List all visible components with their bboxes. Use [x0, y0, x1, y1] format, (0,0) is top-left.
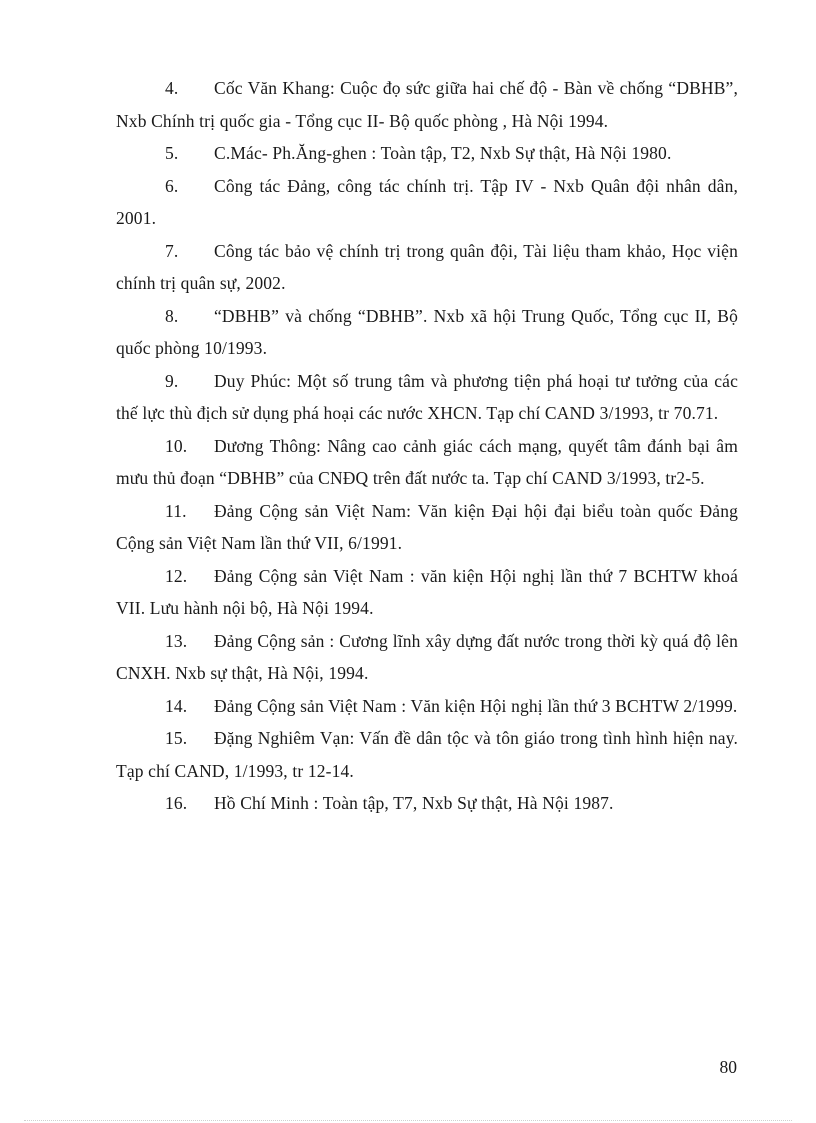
reference-text: Đặng Nghiêm Vạn: Vấn đề dân tộc và tôn giáo trong tình hình hiện nay. Tạp chí CAND, 1/1993, tr 12-14.: [116, 728, 738, 781]
reference-number: 4.: [165, 78, 179, 98]
reference-text: Hồ Chí Minh : Toàn tập, T7, Nxb Sự thật, Hà Nội 1987.: [214, 793, 614, 813]
reference-text: Đảng Cộng sản : Cương lĩnh xây dựng đất nước trong thời kỳ quá độ lên CNXH. Nxb sự thật, Hà Nội, 1994.: [116, 630, 738, 683]
reference-item: [116, 170, 738, 235]
reference-text: Cốc Văn Khang: Cuộc đọ sức giữa hai chế độ - Bàn về chống “DBHB”, Nxb Chính trị quốc gia - Tổng cục II- Bộ quốc phòng , Hà Nội 1994.: [116, 78, 738, 131]
reference-item: [116, 690, 738, 723]
reference-number: 10.: [165, 435, 188, 456]
reference-item: [116, 235, 738, 300]
reference-item: [116, 365, 738, 430]
reference-item: [116, 625, 738, 690]
reference-item: [116, 137, 738, 170]
reference-item: [116, 722, 738, 787]
reference-text: Đảng Cộng sản Việt Nam: Văn kiện Đại hội đại biểu toàn quốc Đảng Cộng sản Việt Nam lần thứ VII, 6/1991.: [116, 500, 738, 553]
reference-number: 12.: [165, 565, 188, 586]
reference-number: 11.: [165, 500, 187, 521]
reference-text: C.Mác- Ph.Ăng-ghen : Toàn tập, T2, Nxb Sự thật, Hà Nội 1980.: [214, 143, 672, 163]
reference-item: [116, 300, 738, 365]
reference-number: 13.: [165, 630, 188, 651]
reference-item: [116, 787, 738, 820]
page-number: 80: [719, 1057, 737, 1077]
reference-number: 8.: [165, 305, 179, 326]
reference-number: 16.: [165, 793, 188, 813]
reference-text: Công tác bảo vệ chính trị trong quân đội, Tài liệu tham khảo, Học viện chính trị quân sự, 2002.: [116, 240, 738, 293]
reference-number: 7.: [165, 240, 179, 261]
reference-number: 9.: [165, 370, 179, 391]
reference-item: [116, 560, 738, 625]
reference-text: Đảng Cộng sản Việt Nam : Văn kiện Hội nghị lần thứ 3 BCHTW 2/1999.: [214, 695, 738, 716]
reference-text: Đảng Cộng sản Việt Nam : văn kiện Hội nghị lần thứ 7 BCHTW khoá VII. Lưu hành nội bộ, Hà Nội 1994.: [116, 565, 738, 618]
reference-item: [116, 72, 738, 137]
reference-number: 14.: [165, 695, 188, 716]
reference-number: 15.: [165, 728, 188, 748]
reference-text: Công tác Đảng, công tác chính trị. Tập IV - Nxb Quân đội nhân dân, 2001.: [116, 175, 738, 228]
reference-text: Dương Thông: Nâng cao cảnh giác cách mạng, quyết tâm đánh bại âm mưu thủ đoạn “DBHB” của CNĐQ trên đất nước ta. Tạp chí CAND 3/1993, tr2-5.: [116, 435, 738, 488]
reference-item: [116, 430, 738, 495]
reference-text: Duy Phúc: Một số trung tâm và phương tiện phá hoại tư tưởng của các thế lực thù địch sử dụng phá hoại các nước XHCN. Tạp chí CAND 3/1993, tr 70.71.: [116, 370, 738, 423]
reference-number: 5.: [165, 143, 179, 163]
page-edge-divider: [24, 1120, 792, 1121]
reference-text: “DBHB” và chống “DBHB”. Nxb xã hội Trung Quốc, Tổng cục II, Bộ quốc phòng 10/1993.: [116, 305, 738, 358]
reference-number: 6.: [165, 175, 179, 196]
reference-list: [116, 72, 738, 820]
reference-item: [116, 495, 738, 560]
